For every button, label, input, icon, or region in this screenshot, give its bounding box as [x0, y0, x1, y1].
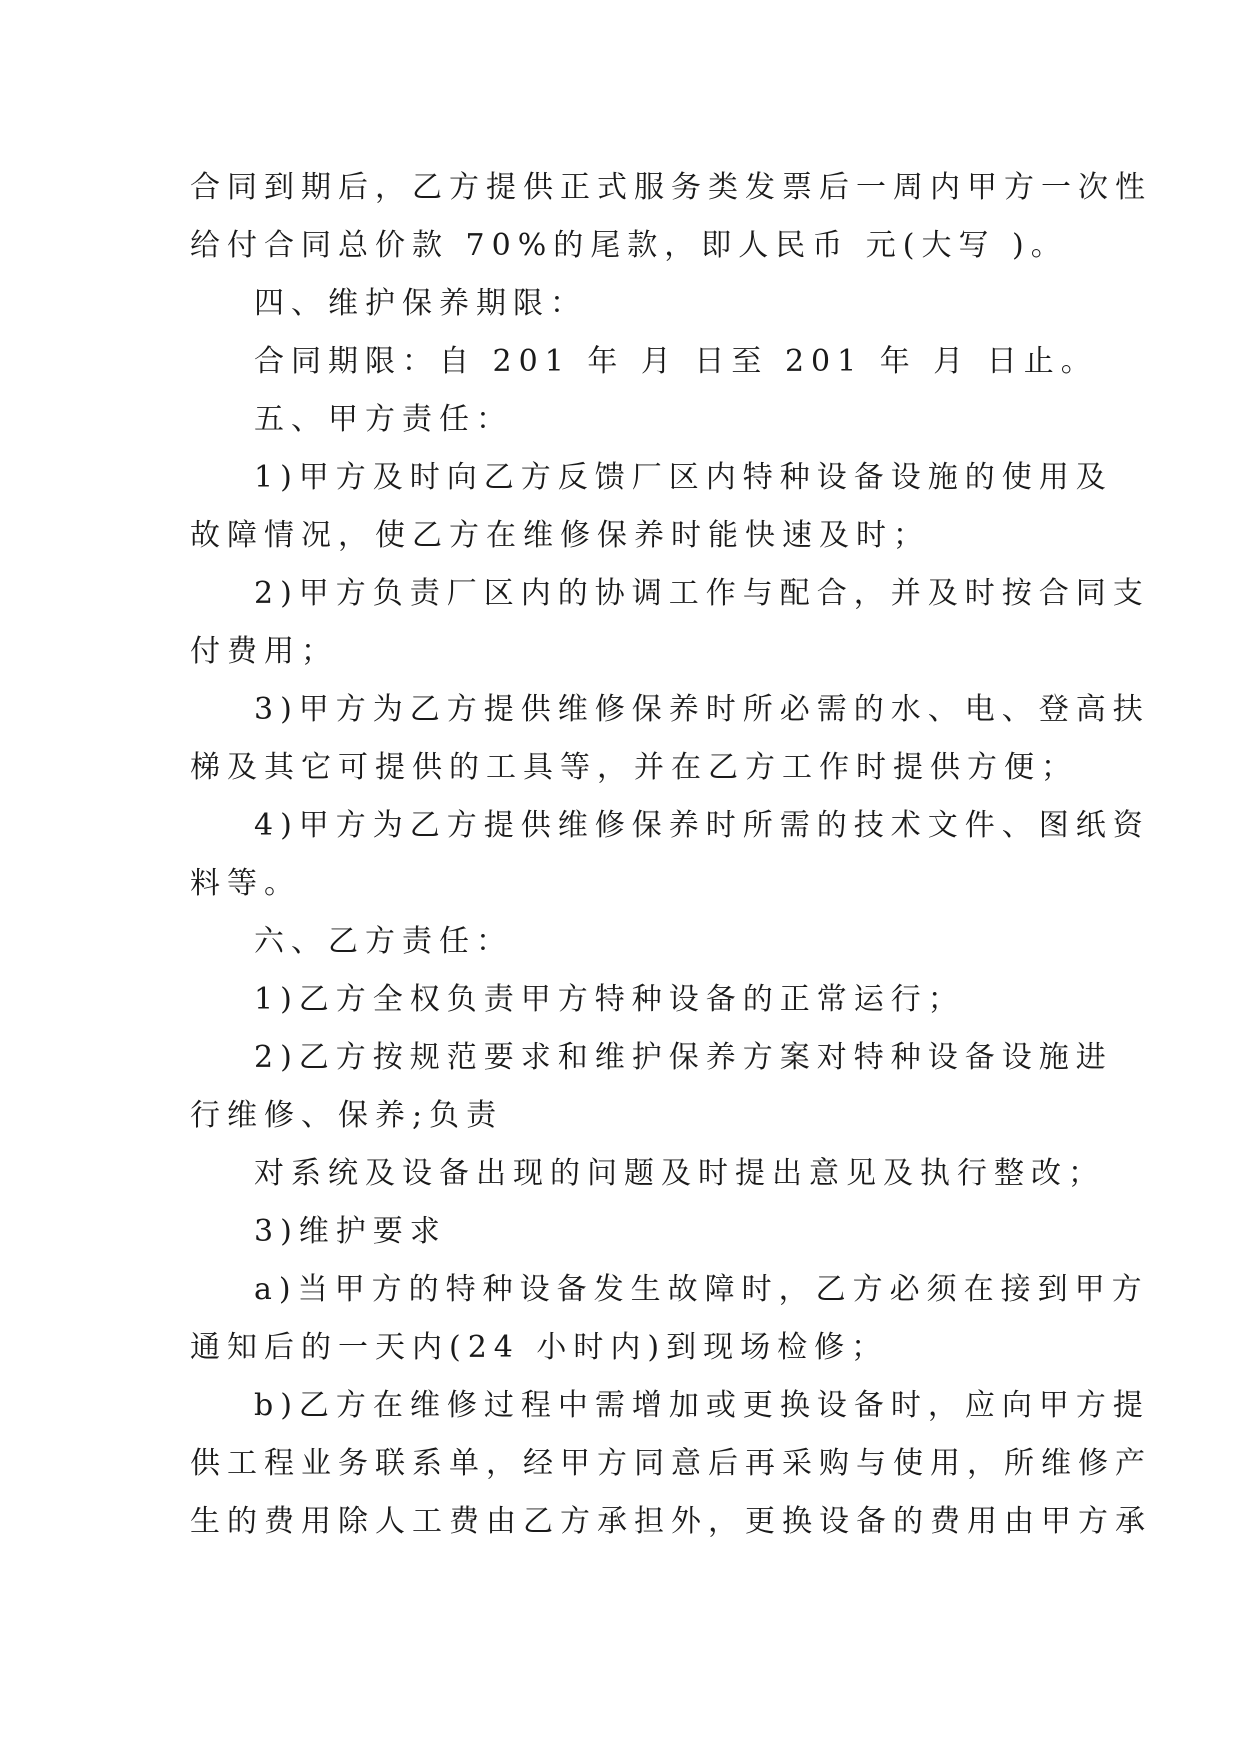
text-line: 对系统及设备出现的问题及时提出意见及执行整改； — [254, 1156, 1105, 1191]
text-line: 合同到期后，乙方提供正式服务类发票后一周内甲方一次性 — [190, 170, 1152, 205]
text-line: 3)甲方为乙方提供维修保养时所必需的水、电、登高扶 — [254, 692, 1150, 727]
text-line: 1)甲方及时向乙方反馈厂区内特种设备设施的使用及 — [254, 460, 1113, 495]
text-line: 通知后的一天内(24 小时内)到现场检修； — [190, 1330, 889, 1365]
text-line: 梯及其它可提供的工具等，并在乙方工作时提供方便； — [190, 750, 1078, 785]
section-heading: 五、甲方责任： — [254, 402, 513, 437]
text-line: 故障情况，使乙方在维修保养时能快速及时； — [190, 518, 930, 553]
text-line: 付费用； — [190, 634, 338, 669]
text-line: 1)乙方全权负责甲方特种设备的正常运行； — [254, 982, 965, 1017]
text-line: 料等。 — [190, 866, 301, 901]
text-line: a)当甲方的特种设备发生故障时，乙方必须在接到甲方 — [254, 1272, 1149, 1307]
text-line: 2)甲方负责厂区内的协调工作与配合，并及时按合同支 — [254, 576, 1150, 611]
text-line: 生的费用除人工费由乙方承担外，更换设备的费用由甲方承 — [190, 1504, 1152, 1539]
text-line: 2)乙方按规范要求和维护保养方案对特种设备设施进 — [254, 1040, 1113, 1075]
text-line: 3)维护要求 — [254, 1214, 447, 1249]
text-line: 合同期限：自 201 年 月 日至 201 年 月 日止。 — [254, 344, 1098, 379]
text-line: 4)甲方为乙方提供维修保养时所需的技术文件、图纸资 — [254, 808, 1150, 843]
text-line: b)乙方在维修过程中需增加或更换设备时，应向甲方提 — [254, 1388, 1150, 1423]
text-line: 行维修、保养;负责 — [190, 1098, 504, 1133]
text-line: 给付合同总价款 70%的尾款，即人民币 元(大写 )。 — [190, 228, 1068, 263]
text-line: 供工程业务联系单，经甲方同意后再采购与使用，所维修产 — [190, 1446, 1152, 1481]
section-heading: 六、乙方责任： — [254, 924, 513, 959]
section-heading: 四、维护保养期限： — [254, 286, 587, 321]
